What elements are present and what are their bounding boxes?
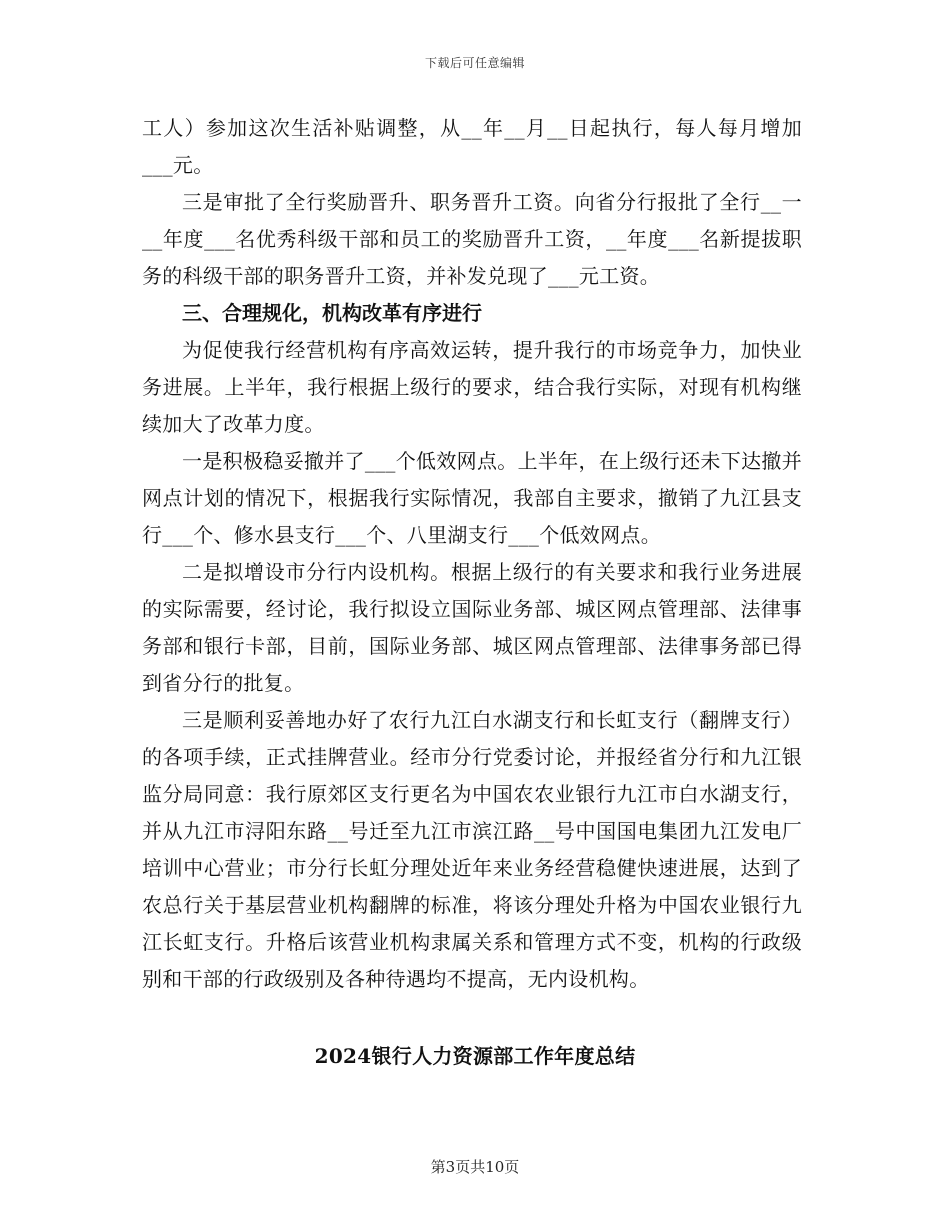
document-title: 2024银行人力资源部工作年度总结 [314, 1044, 636, 1068]
paragraph-new-departments: 二是拟增设市分行内设机构。根据上级行的有关要求和我行业务进展的实际需要，经讨论，我行拟设立国际业务部、城区网点管理部、法律事务部和银行卡部，目前，国际业务部、城区网点管理部、法律事务部已得到省分行的批复。 [142, 560, 802, 695]
paragraph-reform-intro: 为促使我行经营机构有序高效运转，提升我行的市场竞争力，加快业务进展。上半年，我行根据上级行的要求，结合我行实际，对现有机构继续加大了改革力度。 [142, 338, 802, 436]
paragraph-continuation: 工人）参加这次生活补贴调整，从__年__月__日起执行，每人每月增加___元。 [142, 116, 802, 177]
page-footer: 第3页共10页 [430, 1158, 520, 1176]
document-body [142, 110, 802, 998]
section-heading: 三、合理规化，机构改革有序进行 [182, 301, 482, 325]
paragraph-merge-outlets: 一是积极稳妥撤并了___个低效网点。上半年，在上级行还未下达撤并网点计划的情况下，根据我行实际情况，我部自主要求，撤销了九江县支行___个、修水县支行___个、八里湖支行___个低效网点。 [142, 449, 802, 547]
paragraph-salary-promotion: 三是审批了全行奖励晋升、职务晋升工资。向省分行报批了全行__一__年度___名优秀科级干部和员工的奖励晋升工资，__年度___名新提拔职务的科级干部的职务晋升工资，并补发兑现了___元工资。 [142, 190, 802, 288]
paragraph-branch-rename: 三是顺利妥善地办好了农行九江白水湖支行和长虹支行（翻牌支行）的各项手续，正式挂牌营业。经市分行党委讨论，并报经省分行和九江银监分局同意：我行原郊区支行更名为中国农农业银行九江市白水湖支行，并从九江市浔阳东路__号迁至九江市滨江路__号中国国电集团九江发电厂培训中心营业；市分行长虹分理处近年来业务经营稳健快速进展，达到了农总行关于基层营业机构翻牌的标准，将该分理处升格为中国农业银行九江长虹支行。升格后该营业机构隶属关系和管理方式不变，机构的行政级别和干部的行政级别及各种待遇均不提高，无内设机构。 [142, 708, 802, 991]
page-header: 下载后可任意编辑 [424, 56, 525, 70]
